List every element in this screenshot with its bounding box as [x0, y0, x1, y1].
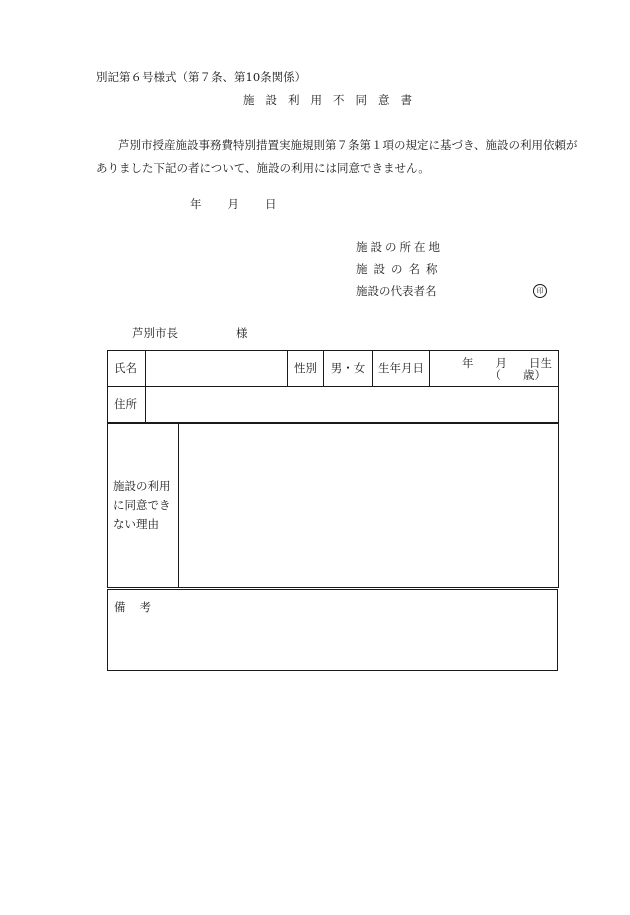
addressee-line — [132, 328, 248, 340]
birthdate-label: 生年月日 — [378, 360, 424, 375]
gender-options-cell[interactable] — [324, 351, 373, 387]
gender-label-cell — [288, 351, 324, 387]
date-line — [190, 199, 277, 211]
facility-name-label: 施設の名称 — [356, 262, 444, 276]
date-year-label: 年 — [190, 197, 202, 211]
form-title: 施設利用不同意書 — [243, 93, 423, 107]
applicant-table — [107, 350, 559, 423]
address-label-cell — [108, 387, 146, 423]
birth-month-label: 月 — [495, 356, 507, 370]
reason-label: 施設の利用に同意できない理由 — [113, 479, 171, 531]
address-label: 住所 — [114, 396, 137, 411]
age-line — [490, 369, 547, 383]
address-input-cell[interactable] — [146, 387, 559, 423]
reason-table — [107, 423, 559, 588]
body-paragraph: 芦別市授産施設事務費特別措置実施規則第７条第１項の規定に基づき、施設の利用依頼がありました下記の者について、施設の利用には同意できません。 — [96, 138, 578, 175]
remarks-box[interactable] — [107, 589, 558, 671]
name-label: 氏名 — [114, 360, 137, 375]
form-number: 別記第６号様式（第７条、第10条関係） — [96, 70, 307, 84]
date-month-label: 月 — [227, 197, 239, 211]
facility-representative-label: 施設の代表者名 — [356, 284, 437, 298]
remarks-label: 備考 — [114, 600, 165, 614]
seal-mark: 印 — [533, 284, 547, 298]
name-input-cell[interactable] — [146, 351, 288, 387]
addressee-name: 芦別市長 — [132, 326, 178, 340]
birth-day-label: 日生 — [529, 356, 552, 370]
age-open: （ — [489, 368, 501, 382]
date-day-label: 日 — [265, 197, 277, 211]
birth-year-label: 年 — [462, 356, 474, 370]
addressee-honorific: 様 — [236, 326, 248, 340]
age-close: 歳） — [523, 368, 546, 382]
gender-label: 性別 — [294, 360, 317, 375]
reason-input-cell[interactable] — [179, 424, 559, 588]
birthdate-input-cell[interactable] — [430, 351, 559, 387]
gender-options: 男・女 — [330, 360, 366, 375]
reason-label-cell — [108, 424, 179, 588]
birthdate-label-cell — [373, 351, 430, 387]
facility-location-label: 施設の所在地 — [356, 240, 443, 254]
name-label-cell — [108, 351, 146, 387]
